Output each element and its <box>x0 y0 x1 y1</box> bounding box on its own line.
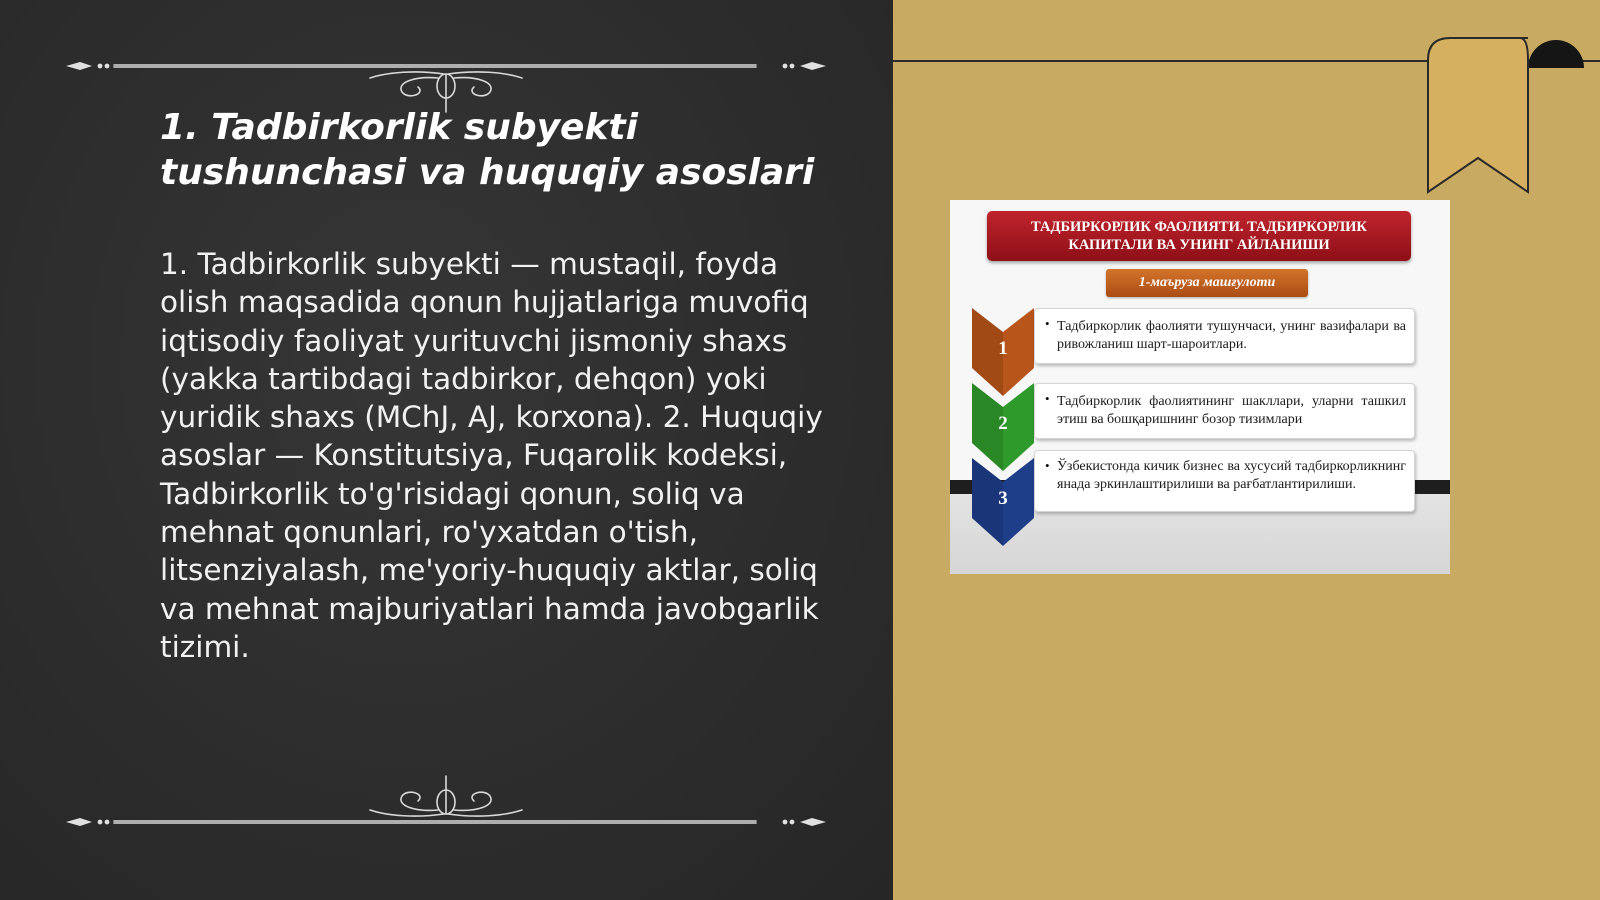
item-number: 1 <box>998 338 1008 359</box>
bullet-icon: • <box>1045 458 1050 473</box>
item-text-box <box>1034 450 1415 512</box>
item-text-box <box>1034 308 1415 364</box>
thumbnail-subtitle: 1-маъруза машғулоти <box>1106 269 1308 297</box>
item-text: Тадбиркорлик фаолияти тушунчаси, унинг вазифалари ва ривожланиш шарт-шароитлари. <box>1057 319 1406 352</box>
slide-body-text: 1. Tadbirkorlik subyekti — mustaqil, foyda olish maqsadida qonun hujjatlariga muvofiq iqtisodiy faoliyat yurituvchi jismoniy shaxs (yakka tartibdagi tadbirkor, dehqon) yoki yuridik shaxs (MChJ, AJ, korxona). 2. Huquqiy asoslar — Konstitutsiya, Fuqarolik kodeksi, Tadbirkorlik to'g'risidagi qonun, soliq va mehnat qonunlari, ro'yxatdan o'tish, litsenziyalash, me'yoriy-huquqiy aktlar, soliq va mehnat majburiyatlari hamda javobgarlik tizimi. <box>160 247 823 664</box>
thumbnail-list-item <box>950 458 1450 548</box>
slide-title: 1. Tadbirkorlik subyekti tushunchasi va huquqiy asoslari <box>160 107 815 193</box>
item-text: Ўзбекистонда кичик бизнес ва хусусий тадбиркорликнинг янада эркинлаштирилиши ва рағбатлантирилиши. <box>1057 459 1406 492</box>
bottom-flourish-ornament <box>66 772 826 832</box>
bullet-icon: • <box>1045 391 1050 406</box>
item-text-box <box>1034 383 1415 439</box>
bullet-icon: • <box>1045 316 1050 331</box>
thumbnail-title: ТАДБИРКОРЛИК ФАОЛИЯТИ. ТАДБИРКОРЛИК КАПИТАЛИ ВА УНИНГ АЙЛАНИШИ <box>987 211 1411 261</box>
item-text: Тадбиркорлик фаолиятининг шакллари, уларни ташкил этиш ва бошқаришнинг бозор тизимлари <box>1057 394 1406 427</box>
bookmark-ribbon-decoration <box>1420 30 1600 200</box>
lecture-slide-thumbnail <box>950 200 1450 574</box>
item-number: 3 <box>998 488 1008 509</box>
item-number: 2 <box>998 413 1008 434</box>
